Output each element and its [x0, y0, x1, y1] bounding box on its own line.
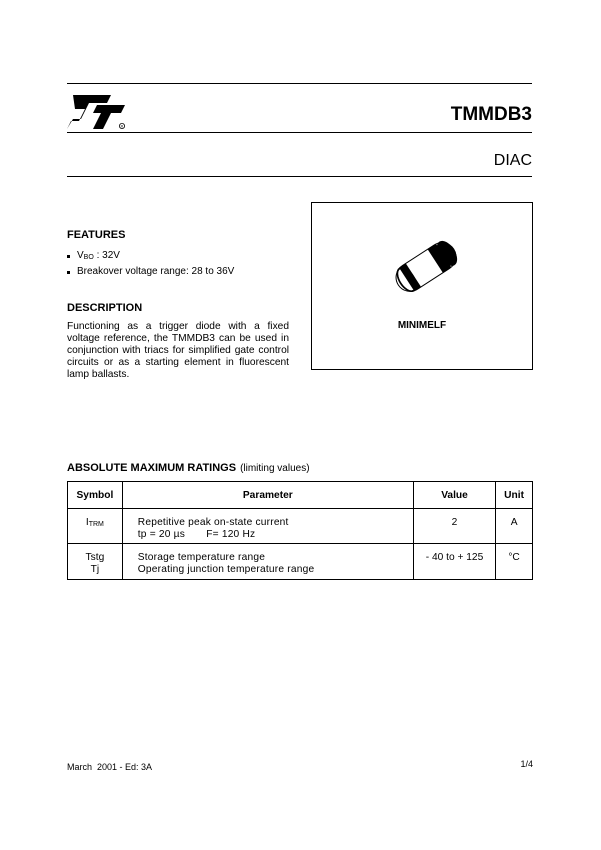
symbol-sub: TRM: [88, 521, 104, 528]
features-heading: FEATURES: [67, 229, 126, 241]
ratings-title: [67, 462, 310, 474]
features-list: [67, 249, 234, 278]
symbol-main: I: [85, 517, 89, 528]
column-header-parameter: Parameter: [122, 482, 413, 509]
ratings-note: (limiting values): [240, 463, 310, 474]
cell-symbol: [68, 544, 123, 580]
column-header-value: Value: [413, 482, 495, 509]
table-row: [68, 509, 533, 544]
table-header-row: [68, 482, 533, 509]
symbol-main: Tstg: [85, 552, 105, 563]
package-label: MINIMELF: [397, 320, 447, 331]
cell-value: 2: [413, 509, 495, 544]
list-item: [67, 265, 234, 279]
device-type: DIAC: [493, 152, 532, 169]
minimelf-package-icon: [385, 231, 467, 303]
title-rule: [67, 132, 532, 133]
subtitle-rule: [67, 176, 532, 177]
parameter-line: Operating junction temperature range: [137, 564, 315, 575]
svg-text:R: R: [120, 124, 124, 129]
page-number: 1/4: [520, 759, 533, 769]
package-box: [311, 202, 533, 370]
top-rule: [67, 83, 532, 84]
description-heading: DESCRIPTION: [67, 302, 143, 314]
symbol-line2: Tj: [90, 564, 100, 575]
table-row: [68, 544, 533, 580]
ratings-table: [67, 481, 533, 580]
cell-symbol: [68, 509, 123, 544]
bullet-icon: [67, 271, 70, 274]
parameter-line: Storage temperature range: [137, 552, 266, 563]
st-logo-icon: [67, 91, 129, 131]
parameter-line: tp = 20 µs F= 120 Hz: [137, 529, 256, 540]
column-header-symbol: Symbol: [68, 482, 123, 509]
description-text: Functioning as a trigger diode with a fixed voltage reference, the TMMDB3 can be used in conjunction with triacs for simplified gate control circuits or as a starting element in fluorescent lamp ballasts.: [67, 321, 289, 380]
list-item: [67, 249, 234, 265]
cell-unit: A: [496, 509, 533, 544]
part-number: TMMDB3: [450, 104, 532, 125]
parameter-line: Repetitive peak on-state current: [137, 517, 289, 528]
cell-parameter: [122, 544, 413, 580]
feature-symbol: V: [77, 250, 84, 261]
cell-parameter: [122, 509, 413, 544]
column-header-unit: Unit: [496, 482, 533, 509]
ratings-heading: ABSOLUTE MAXIMUM RATINGS: [67, 462, 237, 474]
st-logo: [67, 91, 129, 131]
feature-text: Breakover voltage range: 28 to 36V: [77, 265, 235, 277]
cell-unit: °C: [496, 544, 533, 580]
footer-date-edition: March 2001 - Ed: 3A: [67, 762, 153, 772]
feature-text: : 32V: [93, 250, 120, 261]
cell-value: - 40 to + 125: [413, 544, 495, 580]
feature-symbol-sub: BO: [83, 254, 94, 261]
bullet-icon: [67, 255, 70, 258]
